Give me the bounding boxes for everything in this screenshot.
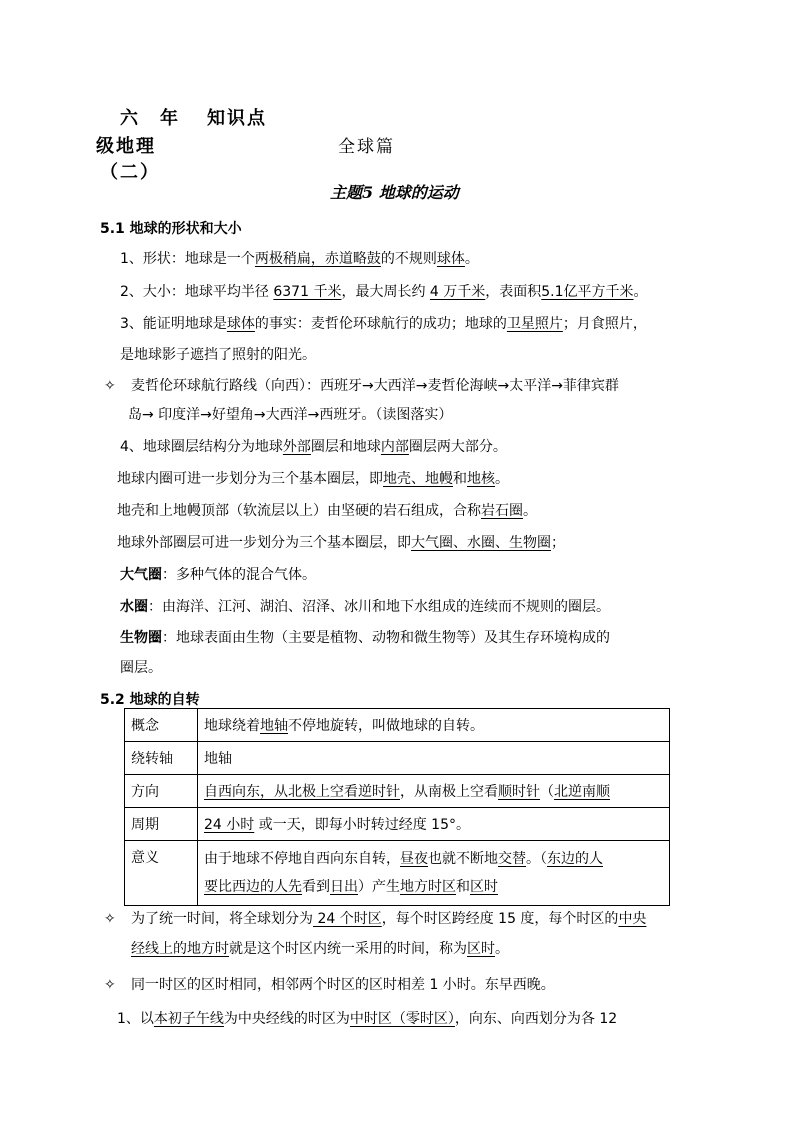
table-value: 地球绕着地轴不停地旋转，叫做地球的自转。	[198, 709, 670, 742]
header-line2-right: 全球篇	[338, 137, 395, 157]
diamond-bullet-icon: ✧	[104, 378, 116, 394]
para-spheres: 4、地球圈层结构分为地球外部圈层和地球内部圈层两大部分。	[120, 439, 507, 455]
para-evidence: 3、能证明地球是球体的事实：麦哲伦环球航行的成功；地球的卫星照片；月食照片，	[120, 316, 647, 332]
header-line1-right: 知识点	[207, 108, 267, 129]
section-5-1-title: 5.1 地球的形状和大小	[100, 221, 242, 237]
para-evidence-cont: 是地球影子遮挡了照射的阳光。	[120, 347, 316, 363]
table-value: 24 小时 或一天，即每小时转过经度 15°。	[198, 808, 670, 841]
topic-title: 主题5 地球的运动	[330, 183, 459, 202]
table-key: 周期	[125, 808, 198, 841]
table-key: 意义	[125, 841, 198, 906]
table-value: 自西向东，从北极上空看逆时针，从南极上空看顺时针（北逆南顺	[198, 775, 670, 808]
table-row	[125, 808, 670, 841]
para-outer-spheres: 地球外部圈层可进一步划分为三个基本圈层，即大气圈、水圈、生物圈；	[117, 535, 565, 551]
table-key: 方向	[125, 775, 198, 808]
para-biosphere-cont: 圈层。	[120, 660, 162, 676]
section-5-2-title: 5.2 地球的自转	[100, 692, 200, 708]
para-inner-spheres: 地球内圈可进一步划分为三个基本圈层，即地壳、地幔和地核。	[117, 471, 509, 487]
header-line1-left: 六 年	[120, 108, 180, 129]
table-row	[125, 742, 670, 775]
para-size: 2、大小：地球平均半径 6371 千米，最大周长约 4 万千米，表面积5.1亿平方千米。	[120, 284, 648, 300]
diamond-bullet-icon: ✧	[104, 911, 116, 927]
para-prime-meridian: 1、以本初子午线为中央经线的时区为中时区（零时区），向东、向西划分为各 12	[117, 1011, 618, 1027]
note-time-zones-cont: 经线上的地方时就是这个时区内统一采用的时间，称为区时。	[131, 941, 509, 957]
table-key: 绕转轴	[125, 742, 198, 775]
table-value: 地轴	[198, 742, 670, 775]
note-time-zones: 为了统一时间，将全球划分为 24 个时区，每个时区跨经度 15 度，每个时区的中央	[131, 911, 647, 927]
para-shape: 1、形状：地球是一个两极稍扁，赤道略鼓的不规则球体。	[120, 251, 479, 267]
para-biosphere: 生物圈：地球表面由生物（主要是植物、动物和微生物等）及其生存环境构成的	[120, 630, 610, 646]
header-line2-left: 级地理	[96, 136, 156, 157]
para-lithosphere: 地壳和上地幔顶部（软流层以上）由坚硬的岩石组成，合称岩石圈。	[117, 503, 537, 519]
magellan-route-line1: 麦哲伦环球航行路线（向西）：西班牙→大西洋→麦哲伦海峡→太平洋→菲律宾群	[131, 378, 619, 394]
header-line3: （二）	[100, 162, 160, 183]
rotation-table	[124, 708, 670, 906]
para-hydrosphere: 水圈：由海洋、江河、湖泊、沼泽、冰川和地下水组成的连续而不规则的圈层。	[120, 599, 610, 615]
table-row	[125, 709, 670, 742]
table-value: 由于地球不停地自西向东自转，昼夜也就不断地交替。（东边的人 要比西边的人先看到日出）产生地方时区和区时	[198, 841, 670, 906]
magellan-route-line2: 岛→ 印度洋→好望角→大西洋→西班牙。（读图落实）	[128, 407, 453, 423]
table-row	[125, 775, 670, 808]
para-atmosphere: 大气圈：多种气体的混合气体。	[120, 567, 316, 583]
table-key: 概念	[125, 709, 198, 742]
diamond-bullet-icon: ✧	[104, 977, 116, 993]
table-row	[125, 841, 670, 906]
note-same-zone: 同一时区的区时相同，相邻两个时区的区时相差 1 小时。东早西晚。	[131, 977, 555, 993]
